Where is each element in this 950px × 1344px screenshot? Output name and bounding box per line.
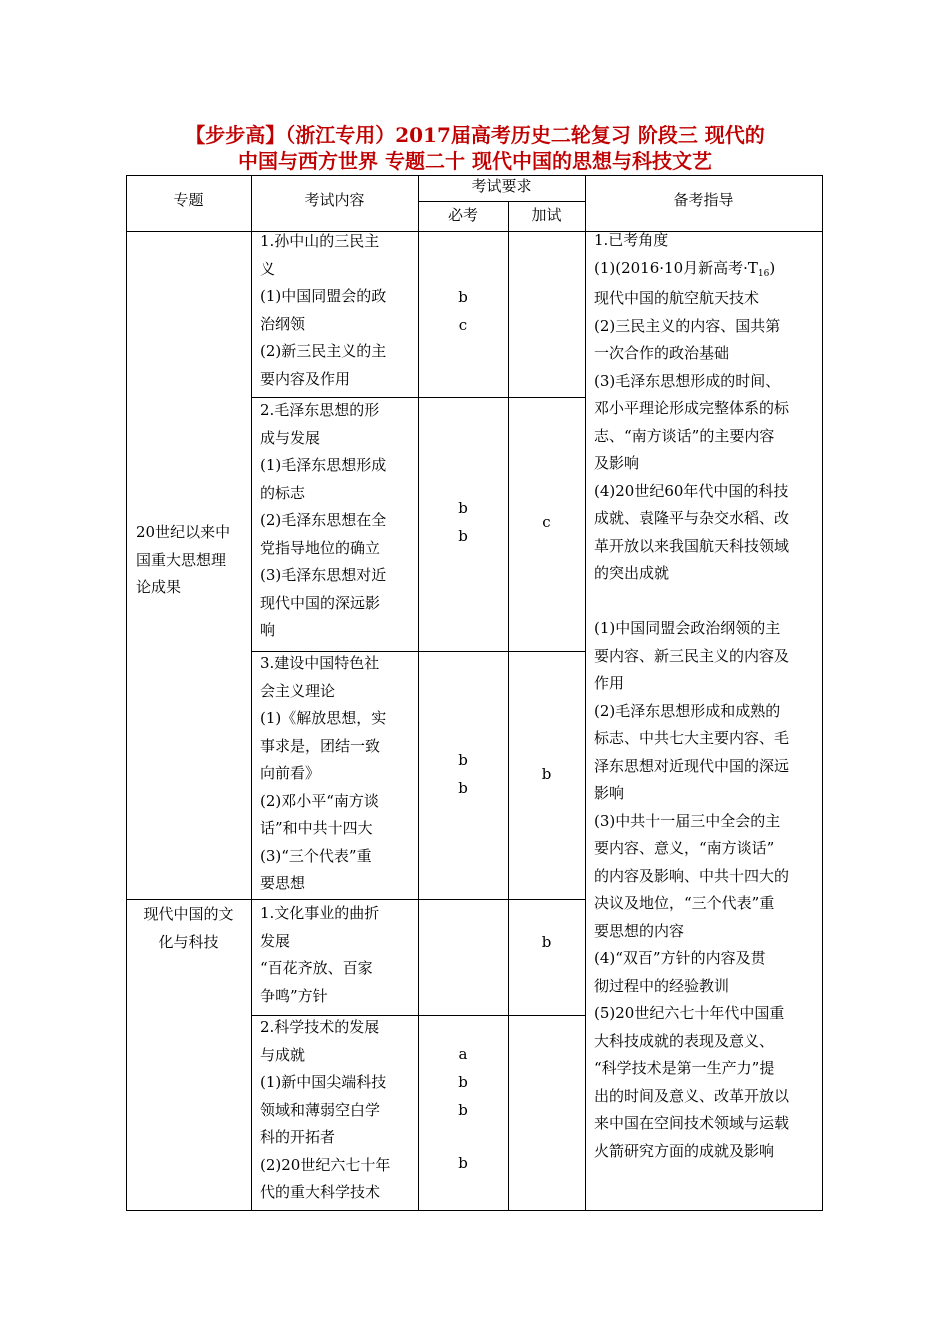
guide-line: 大科技成就的表现及意义、 — [594, 1031, 775, 1050]
content-line: (2)毛泽东思想在全 — [260, 511, 387, 529]
guide-line: 作用 — [594, 674, 625, 692]
header-topic: 专题 — [173, 191, 204, 209]
content-line: 1.文化事业的曲折 — [260, 904, 380, 922]
col-divider-required — [508, 201, 509, 1211]
content-line: 党指导地位的确立 — [260, 538, 381, 557]
col-divider-topic — [251, 175, 252, 1211]
content-line: 向前看》 — [260, 764, 321, 782]
content-line: 现代中国的深远影 — [260, 593, 381, 612]
content-line: 代的重大科学技术 — [260, 1183, 381, 1201]
guide-line: (2)三民主义的内容、国共第 — [594, 316, 781, 335]
header-guide: 备考指导 — [673, 191, 734, 209]
required-mark: b — [458, 1154, 468, 1172]
topic-line: 论成果 — [136, 578, 182, 596]
extra-mark: b — [541, 765, 552, 783]
guide-exam-prefix: (1)(2016·10月新高考·T — [594, 258, 758, 277]
guide-line: 要内容、新三民主义的内容及 — [594, 646, 790, 665]
content-line: 2.科学技术的发展 — [260, 1018, 380, 1036]
header-subdivider — [418, 201, 586, 202]
guide-line: 的内容及影响、中共十四大的 — [594, 866, 790, 885]
topic-line: 20世纪以来中 — [136, 523, 231, 541]
guide-exam-sub: 16 — [757, 268, 770, 279]
guide-line: 一次合作的政治基础 — [594, 344, 730, 362]
table-border-right — [822, 175, 823, 1211]
content-line: (2)邓小平“南方谈 — [260, 791, 379, 810]
guide-line: (3)中共十一届三中全会的主 — [594, 811, 781, 830]
topic-culture-tech — [126, 901, 251, 956]
guide-line: 影响 — [594, 784, 625, 802]
guide-line: 革开放以来我国航天科技领域 — [594, 536, 790, 555]
content-line: 与成就 — [260, 1045, 306, 1064]
content-line: 成与发展 — [260, 428, 321, 447]
guide-line: 及影响 — [594, 454, 640, 472]
title-line-1: 【步步高】（浙江专用）2017届高考历史二轮复习 阶段三 现代的 — [185, 123, 765, 147]
required-mark: b — [458, 779, 468, 797]
guide-cell — [594, 227, 789, 1165]
document-title — [120, 122, 830, 174]
guide-line: 邓小平理论形成完整体系的标 — [594, 399, 790, 417]
content-line: (1)新中国尖端科技 — [260, 1073, 387, 1091]
topic-thought-theory — [136, 519, 230, 602]
guide-line — [594, 588, 789, 616]
guide-line: (4)“双百”方针的内容及贯 — [594, 949, 766, 967]
guide-line: (4)20世纪60年代中国的科技 — [594, 481, 789, 500]
guide-line: (5)20世纪六七十年代中国重 — [594, 1004, 785, 1022]
extra-mark: c — [542, 513, 551, 531]
content-cell-culture — [260, 900, 379, 1010]
required-mark: b — [458, 1101, 468, 1119]
content-line: 科的开拓者 — [260, 1128, 336, 1146]
content-line: 2.毛泽东思想的形 — [260, 401, 380, 419]
content-line: 领域和薄弱空白学 — [260, 1100, 381, 1119]
content-cell-science — [260, 1014, 390, 1207]
content-line: 3.建设中国特色社 — [260, 654, 380, 672]
content-line: 义 — [260, 259, 276, 278]
required-mark: b — [458, 288, 468, 306]
content-line: (2)新三民主义的主 — [260, 342, 387, 360]
content-cell-mao-thought — [260, 397, 386, 645]
content-line: (1)中国同盟会的政 — [260, 287, 387, 305]
topic-line: 化与科技 — [158, 932, 219, 951]
guide-line: 泽东思想对近现代中国的深远 — [594, 756, 790, 775]
header-content: 考试内容 — [304, 191, 365, 209]
content-line: 争鸣”方针 — [260, 986, 328, 1005]
content-line: (3)“三个代表”重 — [260, 846, 372, 865]
content-line: 要内容及作用 — [260, 369, 351, 388]
extra-mark: b — [541, 933, 552, 951]
header-extra: 加试 — [531, 206, 562, 224]
required-mark: b — [458, 751, 468, 769]
guide-line: 出的时间及意义、改革开放以 — [594, 1086, 790, 1105]
content-line: 要思想 — [260, 874, 306, 892]
content-line: 发展 — [260, 931, 291, 950]
guide-line: 要思想的内容 — [594, 921, 685, 940]
content-line: (1)毛泽东思想形成 — [260, 456, 387, 474]
content-cell-sun-yatsen — [260, 228, 386, 393]
content-line: 事求是，团结一致 — [260, 736, 381, 755]
content-line: 1.孙中山的三民主 — [260, 232, 380, 250]
required-mark: b — [458, 1073, 468, 1091]
guide-line: 要内容、意义，“南方谈话” — [594, 839, 775, 857]
required-mark: b — [458, 527, 468, 545]
guide-line: “科学技术是第一生产力”提 — [594, 1059, 775, 1077]
header-required: 必考 — [447, 206, 478, 224]
content-line: 治纲领 — [260, 314, 306, 333]
guide-exam-line — [594, 255, 789, 286]
guide-head: 1.已考角度 — [594, 231, 669, 249]
guide-line: 来中国在空间技术领域与运载 — [594, 1114, 790, 1132]
table-border-left — [126, 175, 127, 1211]
topic-line: 国重大思想理 — [136, 550, 227, 569]
guide-line: (3)毛泽东思想形成的时间、 — [594, 371, 781, 390]
guide-line: 标志、中共七大主要内容、毛 — [594, 729, 790, 747]
content-line: (1)《解放思想，实 — [260, 709, 387, 727]
content-line: 响 — [260, 621, 276, 639]
content-cell-socialism-theory — [260, 650, 386, 898]
content-line: 的标志 — [260, 483, 306, 502]
guide-line: 成就、袁隆平与杂交水稻、改 — [594, 509, 790, 527]
required-mark: b — [458, 499, 468, 517]
title-line-2: 中国与西方世界 专题二十 现代中国的思想与科技文艺 — [238, 149, 712, 173]
content-line: 会主义理论 — [260, 681, 336, 700]
guide-line: 的突出成就 — [594, 564, 670, 582]
table-border-bottom — [126, 1210, 823, 1211]
topic-line: 现代中国的文 — [143, 905, 234, 923]
content-line: (3)毛泽东思想对近 — [260, 566, 387, 584]
col-divider-extra — [585, 175, 586, 1211]
guide-line: 现代中国的航空航天技术 — [594, 289, 760, 307]
required-mark: a — [458, 1045, 468, 1063]
guide-exam-suffix: ) — [769, 258, 776, 277]
content-line: 话”和中共十四大 — [260, 819, 373, 837]
required-mark: c — [458, 316, 468, 334]
guide-line: 决议及地位，“三个代表”重 — [594, 894, 775, 912]
guide-line: 火箭研究方面的成就及影响 — [594, 1141, 775, 1160]
content-line: (2)20世纪六七十年 — [260, 1155, 391, 1174]
content-line: “百花齐放、百家 — [260, 959, 373, 977]
guide-line: 彻过程中的经验教训 — [594, 976, 730, 995]
guide-line: 志、“南方谈话”的主要内容 — [594, 426, 775, 445]
guide-line: (1)中国同盟会政治纲领的主 — [594, 619, 781, 637]
guide-line: (2)毛泽东思想形成和成熟的 — [594, 701, 781, 720]
header-requirement: 考试要求 — [471, 177, 532, 195]
